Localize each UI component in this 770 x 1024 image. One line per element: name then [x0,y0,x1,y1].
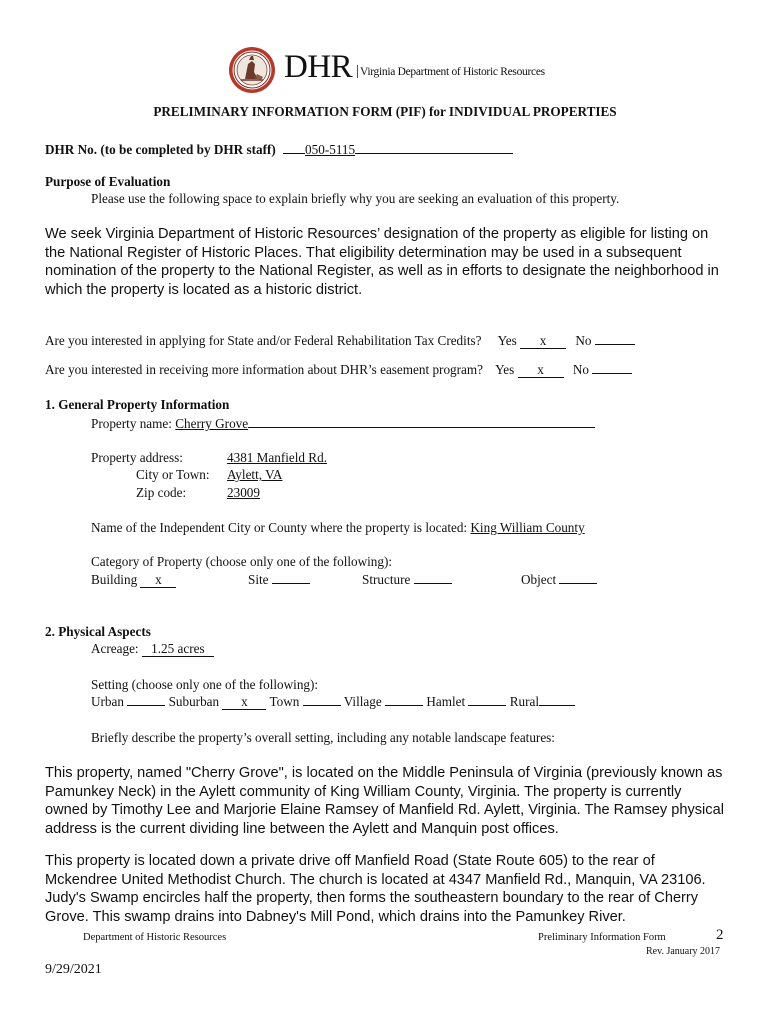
tax-credit-question-text: Are you interested in applying for State and/or Federal Rehabilitation Tax Credits? [45,333,482,348]
setting-suburban-label: Suburban [168,694,220,709]
setting-town-field[interactable] [303,705,341,706]
zip-value[interactable]: 23009 [227,485,260,500]
category-structure-label: Structure [362,572,411,587]
dhr-number-value[interactable]: 050-5115 [305,142,356,157]
setting-row [91,694,575,710]
category-structure-field[interactable] [414,583,452,584]
section1-heading: 1. General Property Information [45,397,230,412]
dhr-number-row [45,140,513,158]
easement-yes-field[interactable]: x [518,363,564,378]
tax-credit-yes-field[interactable]: x [520,334,566,349]
logo-separator: | [356,63,360,79]
acreage-row [91,641,214,657]
easement-no-label: No [572,362,590,377]
setting-town-label: Town [269,694,300,709]
purpose-heading: Purpose of Evaluation [45,174,171,189]
category-site [248,572,310,588]
acreage-value[interactable]: 1.25 acres [142,642,214,657]
category-object [521,572,597,588]
category-structure [362,572,452,588]
describe-prompt: Briefly describe the property’s overall setting, including any notable landscape features: [91,730,555,745]
tax-credit-no-label: No [575,333,592,348]
tax-credit-yes-label: Yes [497,333,517,348]
category-building-label: Building [91,572,138,587]
property-name-value[interactable]: Cherry Grove [175,416,249,431]
category-site-field[interactable] [272,583,310,584]
setting-description-p1[interactable]: This property, named "Cherry Grove", is located on the Middle Peninsula of Virginia (previously known as Pamunkey Neck) in the Aylett community of King William County, Virginia. The property is currently owned by Timothy Lee and Marjorie Elaine Ramsey of Manfield Rd. Aylett, Virginia. The Ramsey physical address is the current dividing line between the Aylett and Manquin post offices. [45,765,724,837]
county-label: Name of the Independent City or County where the property is located: [91,520,468,535]
address-value[interactable]: 4381 Manfield Rd. [227,450,327,465]
footer-left: Department of Historic Resources [83,932,227,943]
county-value[interactable]: King William County [470,520,585,535]
address-label: Property address: [91,450,183,465]
easement-yes-label: Yes [495,362,515,377]
category-building-field[interactable]: x [140,573,176,588]
purpose-instruction: Please use the following space to explain briefly why you are seeking an evaluation of this property. [91,191,620,206]
setting-hamlet-field[interactable] [468,705,506,706]
category-object-label: Object [521,572,557,587]
footer-revision: Rev. January 2017 [646,946,721,957]
logo-mark: DHR [284,49,353,85]
category-prompt: Category of Property (choose only one of the following): [91,554,393,569]
tax-credit-question [45,333,635,349]
city-label: City or Town: [136,467,210,482]
zip-label: Zip code: [136,485,187,500]
footer-right: Preliminary Information Form [538,932,666,943]
category-site-label: Site [248,572,269,587]
setting-prompt: Setting (choose only one of the following): [91,677,319,692]
easement-question-text: Are you interested in receiving more information about DHR’s easement program? [45,362,483,377]
category-building [91,572,176,588]
setting-hamlet-label: Hamlet [426,694,466,709]
easement-no-field[interactable] [592,373,632,374]
virginia-seal-icon [228,46,276,94]
purpose-text[interactable]: We seek Virginia Department of Historic Resources’ designation of the property as eligible for listing on the National Register of Historic Places. That eligibility determination may be used in a subsequent nomination of the property to the National Register, as well as in efforts to designate the neighborhood in which the property is located as a historic district. [45,226,719,298]
setting-village-field[interactable] [385,705,423,706]
county-row [91,520,585,536]
setting-urban-field[interactable] [127,705,165,706]
city-value[interactable]: Aylett, VA [227,467,283,482]
acreage-label: Acreage: [91,641,139,656]
setting-description-p2[interactable]: This property is located down a private drive off Manfield Road (State Route 605) to the rear of Mckendree United Methodist Church. The church is located at 4347 Manfield Rd., Manquin, VA 23106. Judy's Swamp encircles half the property, then forms the southeastern boundary to the rear of Cherry Grove. This swamp drains into Dabney's Mill Pond, which drains into the Pamunkey River. [45,853,706,925]
category-object-field[interactable] [559,583,597,584]
setting-urban-label: Urban [91,694,124,709]
logo-subtitle: Virginia Department of Historic Resources [360,66,545,78]
setting-rural-field[interactable] [539,705,575,706]
setting-rural-label: Rural [509,694,540,709]
property-name-label: Property name: [91,416,172,431]
form-title: PRELIMINARY INFORMATION FORM (PIF) for INDIVIDUAL PROPERTIES [153,104,617,119]
setting-suburban-field[interactable]: x [222,695,266,710]
section2-heading: 2. Physical Aspects [45,624,151,639]
date-stamp: 9/29/2021 [45,962,102,977]
tax-credit-no-field[interactable] [595,344,635,345]
page-number: 2 [716,927,724,943]
property-name-row [91,414,595,432]
dhr-number-label: DHR No. (to be completed by DHR staff) [45,142,276,157]
setting-village-label: Village [343,694,382,709]
easement-question [45,362,632,378]
